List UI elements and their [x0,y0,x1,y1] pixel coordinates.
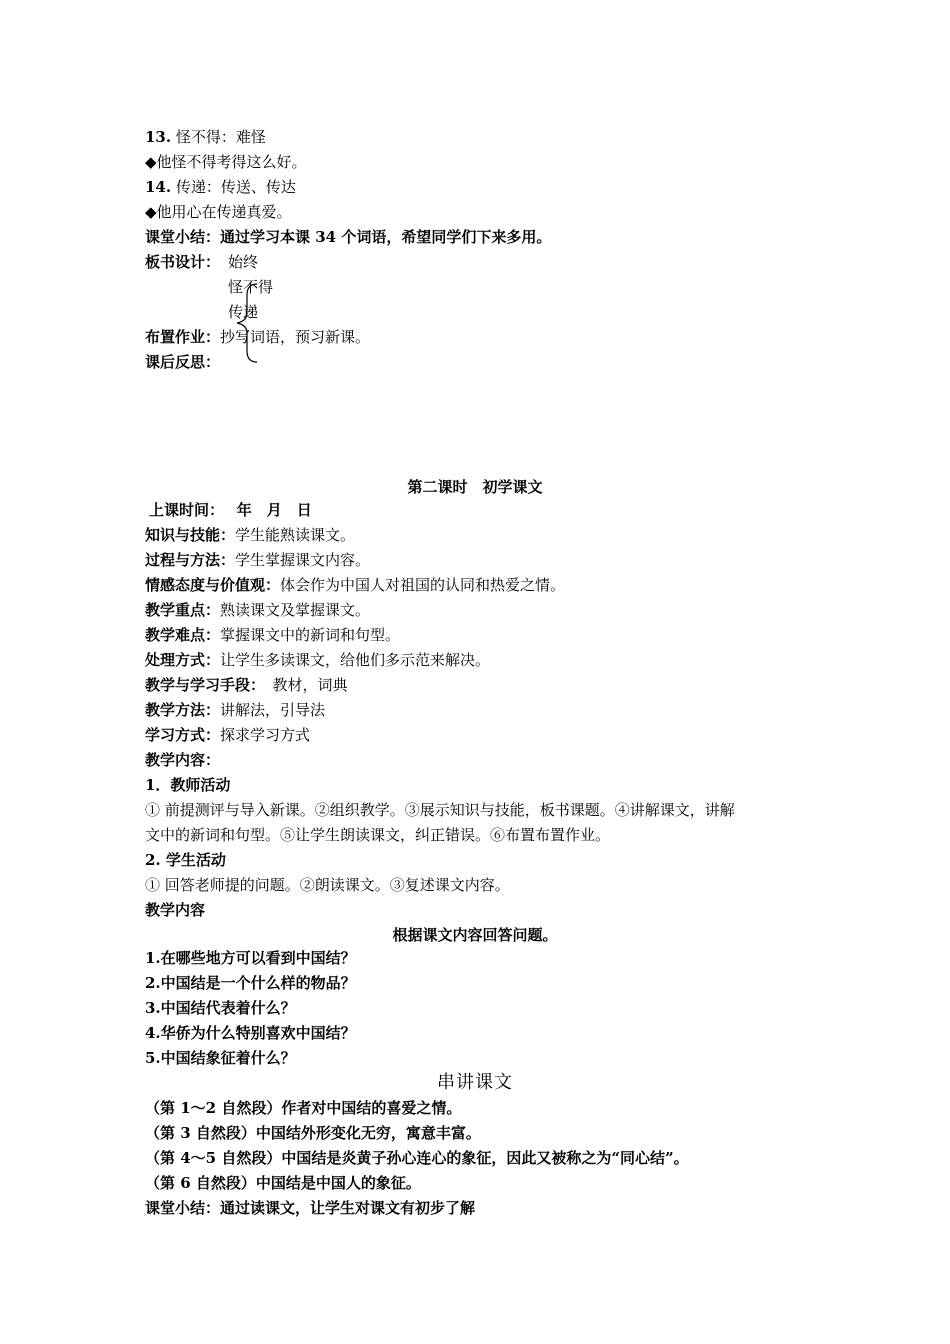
item-13-number: 13. [145,128,172,146]
info-row-difficulty [145,625,400,645]
info-row-process [145,550,370,570]
info-text: 掌握课文中的新词和句型。 [220,626,401,644]
student-activity-heading: 2. 学生活动 [145,851,226,869]
info-text: 教材，词典 [257,676,348,694]
item-14-number: 14. [145,178,172,196]
board-brace-icon [229,283,265,363]
item-14-example: ◆他用心在传递真爱。 [145,203,292,221]
homework-label: 布置作业： [145,328,221,346]
homework-text: 抄写词语，预习新课。 [220,328,371,346]
info-row-focus [145,600,370,620]
class-time: 上课时间： 年 月 日 [149,501,312,519]
info-text: 体会作为中国人对祖国的认同和热爱之情。 [280,576,566,594]
item-13-example: ◆他怪不得考得这么好。 [145,153,307,171]
info-row-learning [145,725,310,745]
info-label: 教学与学习手段： [145,676,258,694]
board-word-1: 始终 [228,253,259,271]
paragraph-summary-3: （第 4～5 自然段）中国结是炎黄子孙心连心的象征，因此又被称之为“同心结”。 [145,1149,689,1167]
info-label: 教学方法： [145,701,221,719]
question-1: 1.在哪些地方可以看到中国结？ [145,949,356,967]
teacher-activity-heading: 1．教师活动 [145,776,231,794]
info-label: 过程与方法： [145,551,236,569]
info-label: 学习方式： [145,726,221,744]
info-row-emotion [145,575,565,595]
board-word-2: 怪不得 [228,278,274,296]
info-text: 学生掌握课文内容。 [235,551,371,569]
info-label: 教学重点： [145,601,221,619]
questions-title: 根据课文内容回答问题。 [392,926,558,944]
class-summary-2-text: 通过读课文，让学生对课文有初步了解 [220,1199,476,1217]
content-label: 教学内容： [145,751,221,769]
question-2: 2.中国结是一个什么样的物品？ [145,974,356,992]
question-3: 3.中国结代表着什么？ [145,999,296,1017]
student-activity-line: ① 回答老师提的问题。②朗读课文。③复述课文内容。 [145,876,510,894]
info-row-knowledge [145,525,355,545]
info-text: 熟读课文及掌握课文。 [220,601,371,619]
question-5: 5.中国结象征着什么？ [145,1049,296,1067]
class-summary [145,227,551,247]
info-text: 学生能熟读课文。 [235,526,356,544]
question-4: 4.华侨为什么特别喜欢中国结？ [145,1024,356,1042]
teacher-activity-line-2: 文中的新词和句型。⑤让学生朗读课文，纠正错误。⑥布置布置作业。 [145,826,611,844]
homework [145,327,370,347]
info-label: 情感态度与价值观： [145,576,281,594]
class-summary-text: 通过学习本课 34 个词语，希望同学们下来多用。 [220,228,552,246]
item-13-text: 怪不得：难怪 [175,128,266,146]
info-text: 让学生多读课文，给他们多示范来解决。 [220,651,491,669]
class-summary-label: 课堂小结： [145,228,221,246]
info-label: 知识与技能： [145,526,236,544]
board-word-3: 传递 [228,303,259,321]
info-label: 教学难点： [145,626,221,644]
class-summary-2-label: 课堂小结： [145,1199,221,1217]
board-design-label: 板书设计： [145,253,221,271]
info-row-method [145,700,325,720]
info-row-means [145,675,348,695]
info-row-handling [145,650,490,670]
reflection-label: 课后反思： [145,353,221,371]
paragraph-summary-1: （第 1～2 自然段）作者对中国结的喜爱之情。 [145,1099,462,1117]
item-14-text: 传递：传送、传达 [175,178,296,196]
info-label: 处理方式： [145,651,221,669]
lecture-title: 串讲课文 [437,1072,513,1093]
info-text: 探求学习方式 [220,726,311,744]
info-text: 讲解法，引导法 [220,701,326,719]
lesson-title: 第二课时 初学课文 [407,478,543,496]
paragraph-summary-4: （第 6 自然段）中国结是中国人的象征。 [145,1174,421,1192]
paragraph-summary-2: （第 3 自然段）中国结外形变化无穷，寓意丰富。 [145,1124,481,1142]
teacher-activity-line-1: ① 前提测评与导入新课。②组织教学。③展示知识与技能，板书课题。④讲解课文，讲解 [145,801,735,819]
content-label-2: 教学内容 [145,901,206,919]
class-summary-2 [145,1198,475,1218]
item-13 [145,127,266,147]
item-14 [145,177,296,197]
